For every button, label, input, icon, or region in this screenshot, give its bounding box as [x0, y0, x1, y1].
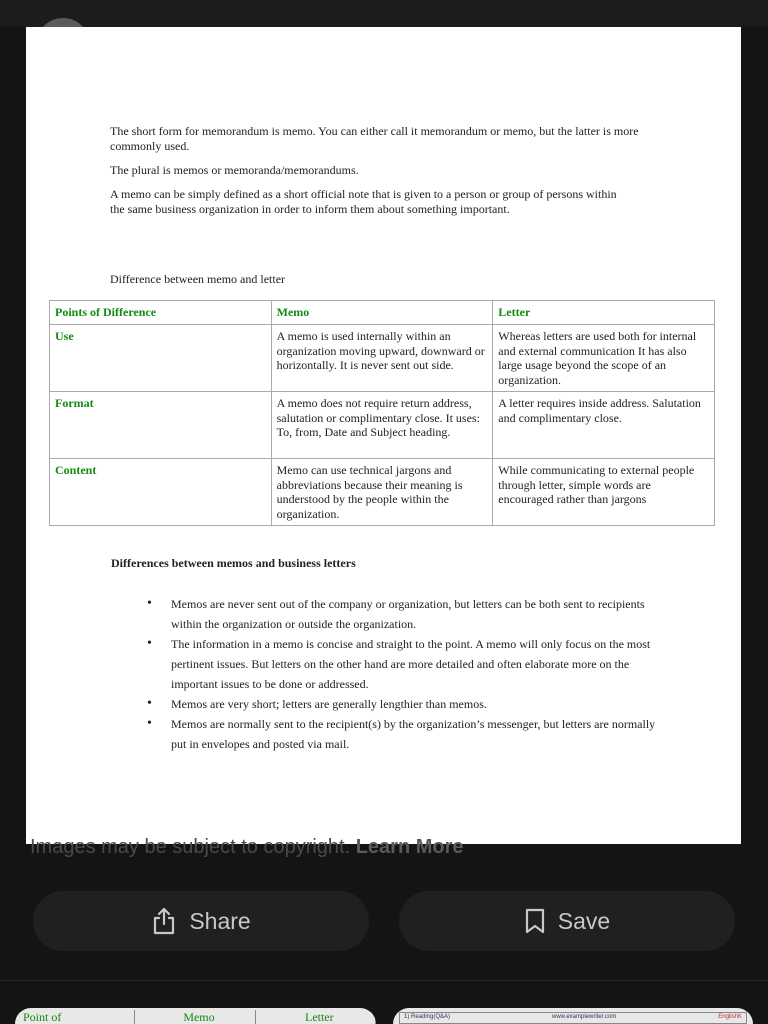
thumbnail-right-text: EnglishK	[718, 1014, 742, 1020]
bookmark-icon	[524, 908, 546, 934]
list-item	[147, 634, 667, 694]
bullet-icon: •	[147, 636, 152, 651]
table-title: Difference between memo and letter	[110, 272, 286, 286]
section-heading: Differences between memos and business letters	[111, 556, 356, 570]
row-label-use: Use	[50, 325, 272, 392]
cell-memo-format: A memo does not require return address, salutation or complimentary close. It uses: To, from, Date and Subject heading.	[271, 392, 493, 459]
share-label: Share	[189, 907, 251, 934]
paragraph-memo-definition: A memo can be simply defined as a short official note that is given to a person or group of persons within the same business organization in order to inform them about something important.	[110, 187, 617, 216]
thumbnail-header-bar	[399, 1012, 747, 1024]
cell-letter-content: While communicating to external people through letter, simple words are encouraged rather than jargons	[493, 459, 715, 526]
thumbnail-cell: Letter	[256, 1010, 376, 1024]
list-item-text: Memos are normally sent to the recipient(s) by the organization’s messenger, but letters are normally put in envelopes and posted via mail.	[171, 717, 656, 751]
cell-memo-use: A memo is used internally within an organization moving upward, downward or horizontally. It is never sent out side.	[271, 325, 493, 392]
paragraph-plural: The plural is memos or memoranda/memorandums.	[110, 163, 359, 177]
bullet-list	[147, 594, 667, 754]
thumbnail-mid-text: www.examplewriter.com	[551, 1014, 617, 1020]
comparison-table	[49, 300, 715, 526]
top-bar	[0, 0, 768, 27]
cell-memo-content: Memo can use technical jargons and abbreviations because their meaning is understood by the people within the organization.	[271, 459, 493, 526]
share-button[interactable]	[33, 891, 369, 951]
list-item	[147, 714, 667, 754]
bullet-icon: •	[147, 716, 152, 731]
table-row	[50, 325, 715, 392]
document-image[interactable]	[26, 27, 741, 844]
thumbnail-cell: Memo	[135, 1010, 255, 1024]
row-label-content: Content	[50, 459, 272, 526]
list-item	[147, 594, 667, 634]
cell-letter-format: A letter requires inside address. Salutation and complimentary close.	[493, 392, 715, 459]
related-image-thumbnail[interactable]	[393, 1008, 753, 1024]
divider	[0, 980, 768, 981]
bullet-icon: •	[147, 696, 152, 711]
bullet-icon: •	[147, 596, 152, 611]
paragraph-definition: The short form for memorandum is memo. You can either call it memorandum or memo, but the latter is more commonly used.	[110, 124, 639, 153]
row-label-format: Format	[50, 392, 272, 459]
thumbnail-left-text: 1) Reading(Q&A)	[404, 1014, 451, 1020]
table-header-row	[50, 301, 715, 325]
thumbnail-cell: Point of	[15, 1010, 135, 1024]
list-item-text: The information in a memo is concise and straight to the point. A memo will only focus on the most pertinent issues. But letters on the other hand are more detailed and often elaborate more on the important issues to be done or addressed.	[171, 637, 651, 691]
list-item-text: Memos are never sent out of the company or organization, but letters can be both sent to recipients within the organization or outside the organization.	[171, 597, 645, 631]
header-memo: Memo	[271, 301, 493, 325]
related-image-thumbnail[interactable]	[15, 1008, 376, 1024]
cell-letter-use: Whereas letters are used both for internal and external communication It has also large usage beyond the scope of an organization.	[493, 325, 715, 392]
header-letter: Letter	[493, 301, 715, 325]
table-row	[50, 459, 715, 526]
table-row	[50, 392, 715, 459]
copyright-text: Images may be subject to copyright.	[30, 836, 351, 858]
copyright-notice	[30, 836, 464, 859]
save-button[interactable]	[399, 891, 735, 951]
learn-more-link[interactable]: Learn More	[355, 836, 464, 858]
list-item-text: Memos are very short; letters are generally lengthier than memos.	[171, 697, 487, 711]
save-label: Save	[557, 907, 611, 934]
header-points: Points of Difference	[50, 301, 272, 325]
thumbnail-table-header	[15, 1010, 376, 1024]
list-item	[147, 694, 667, 714]
share-icon	[151, 907, 177, 935]
